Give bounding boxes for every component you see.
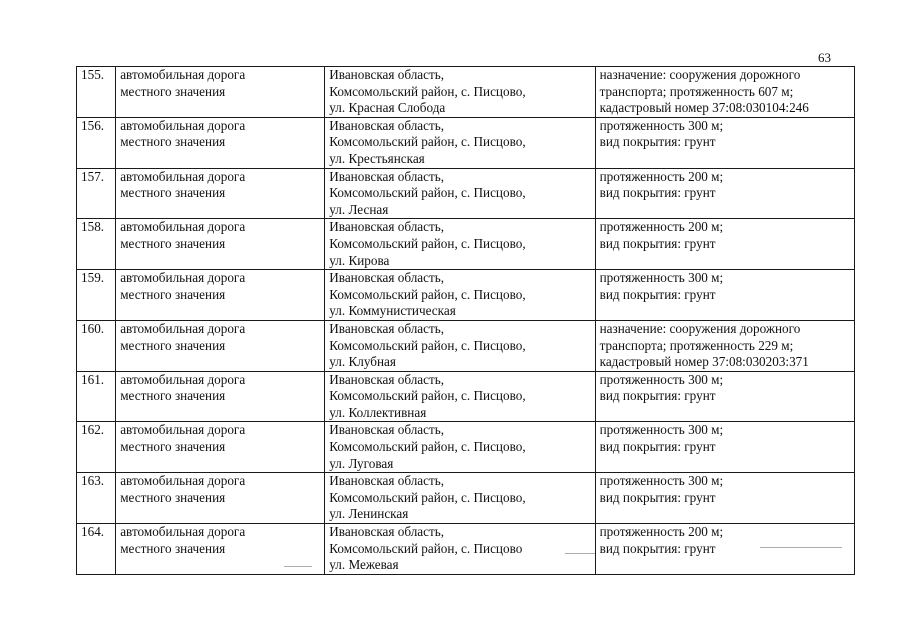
row-number: 159. [81,270,105,286]
characteristics-line: протяженность 300 м; [599,422,724,438]
characteristics-line: вид покрытия: грунт [599,489,716,505]
table-row [77,117,855,168]
address-line: ул. Клубная [329,354,396,370]
table-row [77,168,855,219]
row-number: 155. [81,67,105,82]
row-number-cell [77,219,116,270]
address-line: ул. Кирова [329,252,390,268]
characteristics-line: назначение: сооружения дорожного [599,320,801,336]
address-line: Ивановская область, [329,422,445,438]
address-line: ул. Лесная [329,201,389,217]
table-row [77,320,855,371]
row-number-cell [77,320,116,371]
address-cell [325,371,595,422]
row-number-cell [77,371,116,422]
object-name-line: местного значения [120,388,226,404]
address-cell [325,524,595,575]
object-name-cell [116,117,325,168]
row-number: 157. [81,168,105,184]
characteristics-line: вид покрытия: грунт [599,185,716,201]
page-number: 63 [818,50,831,65]
characteristics-line: протяженность 300 м; [599,473,724,489]
address-cell [325,473,595,524]
address-cell [325,219,595,270]
characteristics-line: кадастровый номер 37:08:030203:371 [599,354,809,370]
characteristics-line: кадастровый номер 37:08:030104:246 [599,100,809,116]
address-line: Комсомольский район, с. Писцово, [329,134,526,150]
object-name-line: автомобильная дорога [120,371,246,387]
characteristics-cell [595,524,854,575]
address-line: ул. Луговая [329,455,394,471]
address-cell [325,320,595,371]
address-line: Комсомольский район, с. Писцово, [329,337,526,353]
characteristics-line: вид покрытия: грунт [599,540,716,556]
characteristics-line: транспорта; протяженность 229 м; [599,337,794,353]
scan-artifact [284,566,312,567]
address-line: Ивановская область, [329,270,445,286]
characteristics-line: протяженность 200 м; [599,219,724,235]
object-name-line: автомобильная дорога [120,473,246,489]
characteristics-cell [595,422,854,473]
address-line: Комсомольский район, с. Писцово, [329,388,526,404]
object-name-cell [116,270,325,321]
address-line: ул. Ленинская [329,506,409,522]
characteristics-line: транспорта; протяженность 607 м; [599,83,794,99]
table-row [77,67,855,118]
address-line: ул. Коммунистическая [329,303,456,319]
object-name-line: местного значения [120,337,226,353]
object-name-cell [116,219,325,270]
row-number-cell [77,168,116,219]
table-row [77,270,855,321]
address-line: Ивановская область, [329,168,445,184]
address-line: Комсомольский район, с. Писцово, [329,286,526,302]
address-line: Ивановская область, [329,371,445,387]
characteristics-cell [595,219,854,270]
characteristics-line: протяженность 300 м; [599,270,724,286]
object-name-line: местного значения [120,489,226,505]
table-row [77,219,855,270]
row-number: 162. [81,422,105,438]
object-name-cell [116,67,325,118]
characteristics-line: вид покрытия: грунт [599,439,716,455]
scan-artifact [760,547,842,548]
address-line: Комсомольский район, с. Писцово, [329,235,526,251]
address-line: Ивановская область, [329,117,445,133]
table-row [77,524,855,575]
address-line: Ивановская область, [329,473,445,489]
address-cell [325,168,595,219]
row-number-cell [77,422,116,473]
scan-artifact [565,553,595,554]
row-number: 156. [81,117,105,133]
table-row [77,422,855,473]
row-number-cell [77,270,116,321]
row-number: 161. [81,371,105,387]
address-line: ул. Коллективная [329,404,427,420]
address-line: Комсомольский район, с. Писцово, [329,489,526,505]
row-number: 164. [81,524,105,540]
address-cell [325,422,595,473]
characteristics-cell [595,270,854,321]
object-name-line: автомобильная дорога [120,117,246,133]
table-row [77,473,855,524]
object-name-line: автомобильная дорога [120,219,246,235]
address-cell [325,67,595,118]
characteristics-line: вид покрытия: грунт [599,235,716,251]
address-line: Ивановская область, [329,219,445,235]
object-name-line: автомобильная дорога [120,422,246,438]
row-number-cell [77,524,116,575]
address-line: ул. Красная Слобода [329,100,446,116]
address-line: Комсомольский район, с. Писцово [329,540,523,556]
object-name-line: местного значения [120,540,226,556]
address-cell [325,117,595,168]
address-line: Ивановская область, [329,524,445,540]
address-line: ул. Межевая [329,557,399,573]
object-name-line: автомобильная дорога [120,320,246,336]
characteristics-cell [595,320,854,371]
row-number: 158. [81,219,105,235]
object-name-line: местного значения [120,286,226,302]
row-number: 163. [81,473,105,489]
characteristics-cell [595,168,854,219]
object-name-cell [116,320,325,371]
address-cell [325,270,595,321]
object-name-line: местного значения [120,83,226,99]
object-name-cell [116,473,325,524]
characteristics-cell [595,473,854,524]
object-name-line: автомобильная дорога [120,168,246,184]
object-name-cell [116,168,325,219]
address-line: Ивановская область, [329,67,445,82]
object-name-cell [116,371,325,422]
characteristics-line: протяженность 300 м; [599,371,724,387]
address-line: Комсомольский район, с. Писцово, [329,439,526,455]
address-line: ул. Крестьянская [329,150,425,166]
object-name-line: местного значения [120,439,226,455]
row-number-cell [77,473,116,524]
row-number: 160. [81,320,105,336]
road-registry-table [76,66,855,575]
row-number-cell [77,67,116,118]
object-name-line: автомобильная дорога [120,67,246,82]
object-name-line: местного значения [120,134,226,150]
table-row [77,371,855,422]
object-name-line: местного значения [120,185,226,201]
characteristics-cell [595,371,854,422]
object-name-cell [116,422,325,473]
address-line: Ивановская область, [329,320,445,336]
characteristics-line: протяженность 200 м; [599,524,724,540]
characteristics-line: протяженность 200 м; [599,168,724,184]
characteristics-cell [595,117,854,168]
characteristics-line: протяженность 300 м; [599,117,724,133]
characteristics-line: вид покрытия: грунт [599,388,716,404]
characteristics-line: вид покрытия: грунт [599,134,716,150]
characteristics-line: назначение: сооружения дорожного [599,67,801,82]
row-number-cell [77,117,116,168]
registry-body [77,67,855,575]
object-name-line: местного значения [120,235,226,251]
address-line: Комсомольский район, с. Писцово, [329,83,526,99]
object-name-line: автомобильная дорога [120,524,246,540]
object-name-line: автомобильная дорога [120,270,246,286]
characteristics-line: вид покрытия: грунт [599,286,716,302]
address-line: Комсомольский район, с. Писцово, [329,185,526,201]
characteristics-cell [595,67,854,118]
